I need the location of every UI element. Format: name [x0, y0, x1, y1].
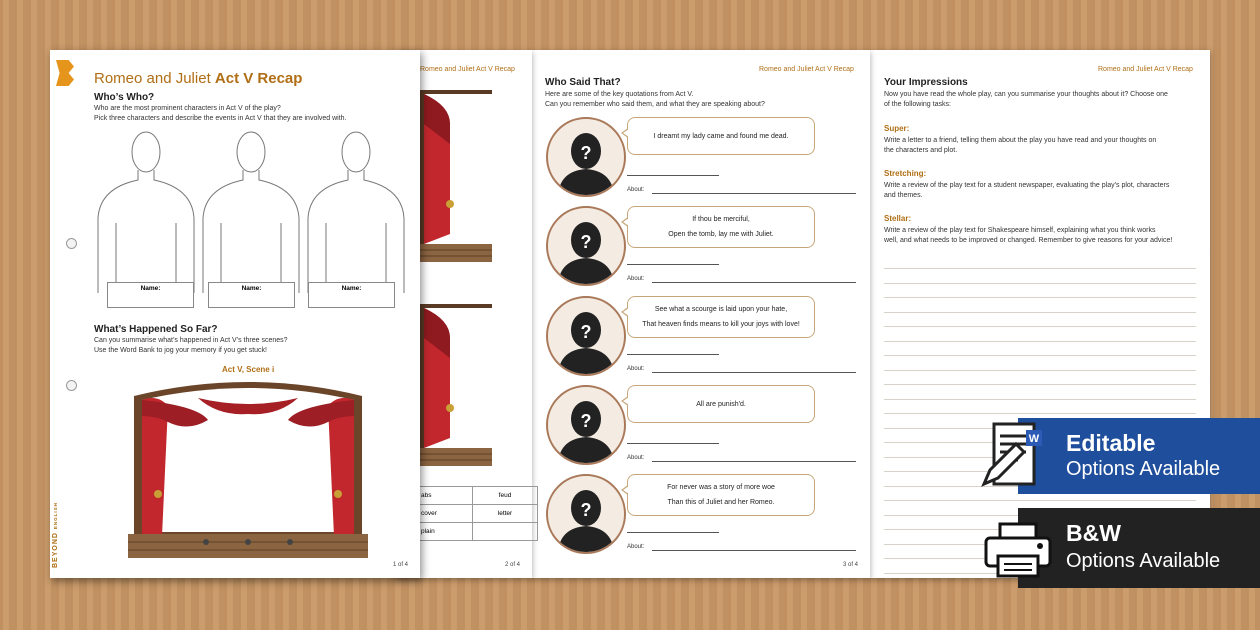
character-silhouettes	[94, 128, 412, 298]
writing-line	[884, 370, 1196, 371]
worksheet-page-4	[870, 50, 1210, 578]
page3-number: 3 of 4	[843, 562, 859, 568]
bw-title: B&W	[1066, 520, 1121, 546]
page3-intro-line2: Can you remember who said them, and what they are speaking about?	[545, 101, 765, 108]
mystery-person-icon	[546, 117, 626, 197]
task-stretching-line1: Write a review of the play text for a student newspaper, evaluating the play’s plot, characters	[884, 182, 1170, 189]
about-label: About:	[627, 544, 645, 550]
character-name-box-1[interactable]	[107, 282, 194, 308]
character-name-box-3[interactable]	[308, 282, 395, 308]
writing-line	[884, 268, 1196, 269]
writing-line	[884, 326, 1196, 327]
page2-number: 2 of 4	[505, 562, 521, 568]
answer-line[interactable]	[627, 175, 719, 176]
about-label: About:	[627, 187, 645, 193]
about-answer-line[interactable]	[652, 550, 856, 551]
stage-illustration-page2-bottom	[410, 298, 492, 470]
about-answer-line[interactable]	[652, 461, 856, 462]
page3-header: Romeo and Juliet Act V Recap	[759, 66, 854, 73]
word-bank-cell: cover	[411, 505, 473, 523]
writing-line	[884, 283, 1196, 284]
printer-icon	[982, 522, 1054, 578]
task-stellar-title: Stellar:	[884, 214, 912, 223]
about-label: About:	[627, 455, 645, 461]
mystery-person-icon	[546, 385, 626, 465]
whats-happened-text1: Can you summarise what’s happened in Act V’s three scenes?	[94, 337, 288, 344]
about-answer-line[interactable]	[652, 372, 856, 373]
page3-heading: Who Said That?	[545, 77, 621, 88]
name-label: Name:	[241, 285, 262, 292]
word-bank-table	[410, 486, 538, 541]
quote-bubble	[627, 206, 815, 248]
task-super-line1: Write a letter to a friend, telling them about the play you have read and your thoughts on	[884, 137, 1157, 144]
quote-line: That heaven finds means to kill your joys with love!	[642, 321, 800, 328]
quote-bubble	[627, 474, 815, 516]
scene-label: Act V, Scene i	[222, 365, 275, 374]
page4-heading: Your Impressions	[884, 77, 968, 88]
task-stellar-line2: well, and what needs to be improved or changed. Remember to give reasons for your advice!	[884, 237, 1173, 244]
editable-banner[interactable]	[1018, 418, 1260, 494]
about-label: About:	[627, 366, 645, 372]
bw-banner[interactable]	[1018, 508, 1260, 588]
word-bank-cell: plain	[411, 523, 473, 541]
about-label: About:	[627, 276, 645, 282]
whos-who-heading: Who’s Who?	[94, 92, 155, 103]
quote-line: All are punish'd.	[696, 400, 746, 408]
writing-line	[884, 297, 1196, 298]
task-stretching-line2: and themes.	[884, 192, 923, 199]
name-label: Name:	[341, 285, 362, 292]
answer-line[interactable]	[627, 443, 719, 444]
character-name-box-2[interactable]	[208, 282, 295, 308]
stage-illustration-page2-top	[410, 84, 492, 266]
editable-subtitle: Options Available	[1066, 458, 1221, 480]
writing-line	[884, 399, 1196, 400]
writing-line	[884, 341, 1196, 342]
stage-illustration-page1	[128, 376, 368, 560]
task-super-title: Super:	[884, 124, 910, 133]
svg-text:?: ?	[580, 411, 592, 431]
about-answer-line[interactable]	[652, 193, 856, 194]
answer-line[interactable]	[627, 264, 719, 265]
task-stretching-title: Stretching:	[884, 169, 927, 178]
svg-text:?: ?	[580, 232, 592, 252]
page4-intro-line1: Now you have read the whole play, can you summarise your thoughts about it? Choose one	[884, 91, 1168, 98]
bw-subtitle: Options Available	[1066, 550, 1221, 572]
writing-line	[884, 312, 1196, 313]
quote-line: I dreamt my lady came and found me dead.	[653, 132, 789, 140]
title-bold: Act V Recap	[214, 70, 303, 87]
writing-line	[884, 355, 1196, 356]
answer-line[interactable]	[627, 532, 719, 533]
quote-bubble	[627, 296, 815, 338]
whos-who-text1: Who are the most prominent characters in Act V of the play?	[94, 105, 281, 112]
quote-bubble	[627, 117, 815, 155]
whos-who-text2: Pick three characters and describe the events in Act V that they are involved with.	[94, 115, 347, 122]
page3-intro-line1: Here are some of the key quotations from Act V.	[545, 91, 694, 98]
page2-header: Romeo and Juliet Act V Recap	[420, 66, 515, 73]
word-bank-cell: letter	[473, 505, 538, 523]
page4-intro-line2: of the following tasks:	[884, 101, 951, 108]
page4-header: Romeo and Juliet Act V Recap	[1098, 66, 1193, 73]
editable-title: Editable	[1066, 430, 1156, 456]
word-bank-cell	[473, 523, 538, 541]
name-label: Name:	[140, 285, 161, 292]
page1-title	[94, 70, 302, 87]
writing-line	[884, 413, 1196, 414]
brand-name: BEYOND	[52, 532, 59, 568]
svg-text:?: ?	[580, 322, 592, 342]
whats-happened-heading: What’s Happened So Far?	[94, 324, 218, 335]
mystery-person-icon	[546, 474, 626, 554]
mystery-person-icon	[546, 296, 626, 376]
quote-line: For never was a story of more woe	[667, 484, 775, 491]
brand-sub: ENGLISH	[53, 502, 58, 530]
word-badge: W	[1028, 433, 1040, 445]
writing-line	[884, 500, 1196, 501]
editable-document-icon	[980, 420, 1052, 492]
whats-happened-text2: Use the Word Bank to jog your memory if you get stuck!	[94, 347, 268, 354]
page1-number: 1 of 4	[393, 562, 409, 568]
brand-vertical	[52, 502, 59, 568]
writing-line	[884, 384, 1196, 385]
binder-hole-bottom	[66, 380, 77, 391]
quote-line: If thou be merciful,	[692, 216, 750, 223]
about-answer-line[interactable]	[652, 282, 856, 283]
svg-text:?: ?	[580, 143, 592, 163]
task-stellar-line1: Write a review of the play text for Shakespeare himself, explaining what you think works	[884, 227, 1156, 234]
mystery-person-icon	[546, 206, 626, 286]
title-plain: Romeo and Juliet	[94, 70, 215, 87]
quote-line: See what a scourge is laid upon your hate,	[654, 306, 788, 313]
word-bank-cell: abs	[411, 487, 473, 505]
svg-text:?: ?	[580, 500, 592, 520]
binder-hole-top	[66, 238, 77, 249]
quote-bubble	[627, 385, 815, 423]
word-bank-cell: feud	[473, 487, 538, 505]
answer-line[interactable]	[627, 354, 719, 355]
quote-line: Than this of Juliet and her Romeo.	[667, 499, 775, 506]
quote-line: Open the tomb, lay me with Juliet.	[668, 231, 774, 238]
task-super-line2: the characters and plot.	[884, 147, 958, 154]
